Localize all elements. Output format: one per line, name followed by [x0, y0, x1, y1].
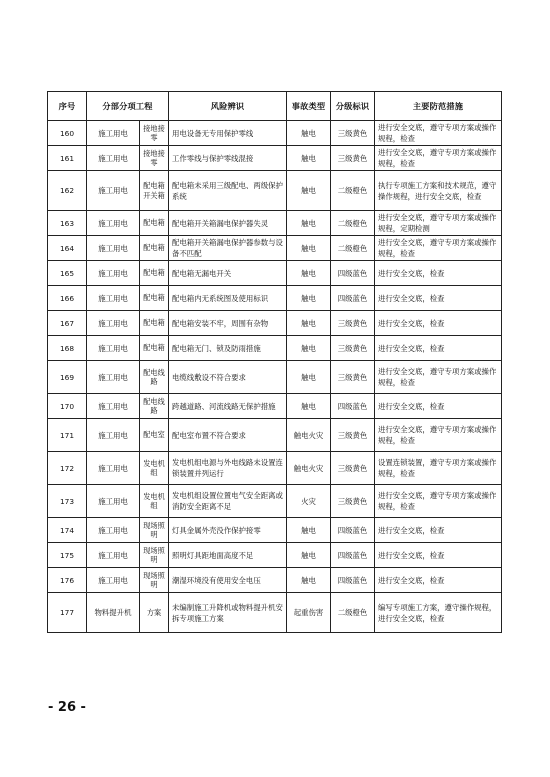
row-subpart: 配电线路: [140, 394, 169, 419]
row-number: 160: [48, 121, 87, 146]
row-accident-type: 触电火灾: [287, 452, 331, 485]
row-risk: 配电箱内无系统图及使用标识: [169, 286, 287, 311]
row-accident-type: 触电: [287, 211, 331, 236]
row-subpart: 现场照明: [140, 518, 169, 543]
header-no: 序号: [48, 92, 87, 121]
row-risk: 发电机组设置位置电气安全距离或消防安全距离不足: [169, 485, 287, 518]
row-risk: 配电箱无漏电开关: [169, 261, 287, 286]
row-accident-type: 触电火灾: [287, 419, 331, 452]
row-level: 四级蓝色: [331, 543, 375, 568]
row-measure: 进行安全交底，检查: [375, 311, 502, 336]
row-subpart: 方案: [140, 593, 169, 633]
row-subpart: 配电室: [140, 419, 169, 452]
row-part: 施工用电: [87, 361, 140, 394]
row-risk: 潮湿环境没有使用安全电压: [169, 568, 287, 593]
table-row: [48, 286, 502, 311]
row-measure: 进行安全交底，检查: [375, 336, 502, 361]
table-row: [48, 394, 502, 419]
row-part: 施工用电: [87, 236, 140, 261]
table-row: [48, 171, 502, 211]
row-accident-type: 触电: [287, 518, 331, 543]
row-measure: 进行安全交底，遵守专项方案或操作规程，定期检测: [375, 211, 502, 236]
row-subpart: 配电箱: [140, 286, 169, 311]
row-number: 167: [48, 311, 87, 336]
row-risk: 配电室布置不符合要求: [169, 419, 287, 452]
row-risk: 未编制施工升降机或物料提升机安拆专项施工方案: [169, 593, 287, 633]
row-subpart: 配电箱: [140, 261, 169, 286]
row-accident-type: 触电: [287, 261, 331, 286]
row-subpart: 接地接零: [140, 146, 169, 171]
row-accident-type: 触电: [287, 146, 331, 171]
row-subpart: 现场照明: [140, 568, 169, 593]
row-subpart: 发电机组: [140, 485, 169, 518]
row-measure: 进行安全交底，遵守专项方案或操作规程，检查: [375, 361, 502, 394]
table-row: [48, 311, 502, 336]
row-subpart: 配电箱开关箱: [140, 171, 169, 211]
row-part: 施工用电: [87, 286, 140, 311]
table-row: [48, 568, 502, 593]
row-measure: 编写专项施工方案，遵守操作规程，进行安全交底，检查: [375, 593, 502, 633]
row-accident-type: 触电: [287, 121, 331, 146]
row-accident-type: 触电: [287, 171, 331, 211]
table-row: [48, 485, 502, 518]
row-part: 施工用电: [87, 485, 140, 518]
row-accident-type: 触电: [287, 543, 331, 568]
row-level: 四级蓝色: [331, 568, 375, 593]
row-accident-type: 触电: [287, 311, 331, 336]
row-part: 施工用电: [87, 336, 140, 361]
row-number: 175: [48, 543, 87, 568]
row-subpart: 配电箱: [140, 236, 169, 261]
row-level: 四级蓝色: [331, 286, 375, 311]
row-subpart: 配电箱: [140, 336, 169, 361]
row-risk: 用电设备无专用保护零线: [169, 121, 287, 146]
row-accident-type: 起重伤害: [287, 593, 331, 633]
header-level: 分级标识: [331, 92, 375, 121]
row-measure: 进行安全交底，遵守专项方案或操作规程，检查: [375, 121, 502, 146]
row-subpart: 配电箱: [140, 311, 169, 336]
row-part: 施工用电: [87, 419, 140, 452]
row-level: 四级蓝色: [331, 261, 375, 286]
row-number: 166: [48, 286, 87, 311]
row-level: 四级蓝色: [331, 394, 375, 419]
row-measure: 进行安全交底，遵守专项方案或操作规程，检查: [375, 419, 502, 452]
row-accident-type: 火灾: [287, 485, 331, 518]
row-subpart: 配电箱: [140, 211, 169, 236]
table-row: [48, 121, 502, 146]
table-row: [48, 146, 502, 171]
row-risk: 配电箱无门、锁及防雨措施: [169, 336, 287, 361]
row-number: 169: [48, 361, 87, 394]
row-measure: 进行安全交底，检查: [375, 394, 502, 419]
row-number: 161: [48, 146, 87, 171]
row-risk: 跨越道路、河流线路无保护措施: [169, 394, 287, 419]
row-accident-type: 触电: [287, 361, 331, 394]
row-accident-type: 触电: [287, 286, 331, 311]
row-risk: 灯具金属外壳没作保护接零: [169, 518, 287, 543]
table-header-row: [48, 92, 502, 121]
row-level: 二级橙色: [331, 593, 375, 633]
row-number: 177: [48, 593, 87, 633]
row-level: 三级黄色: [331, 146, 375, 171]
table-row: [48, 543, 502, 568]
row-part: 施工用电: [87, 394, 140, 419]
row-measure: 执行专项施工方案和技术规范，遵守操作规程，进行安全交底，检查: [375, 171, 502, 211]
row-accident-type: 触电: [287, 336, 331, 361]
row-risk: 发电机组电源与外电线路未设置连锁装置并列运行: [169, 452, 287, 485]
row-risk: 照明灯具距地面高度不足: [169, 543, 287, 568]
table-row: [48, 593, 502, 633]
row-risk: 配电箱开关箱漏电保护器失灵: [169, 211, 287, 236]
row-measure: 进行安全交底，检查: [375, 543, 502, 568]
row-measure: 进行安全交底，遵守专项方案或操作规程，检查: [375, 485, 502, 518]
row-subpart: 现场照明: [140, 543, 169, 568]
row-measure: 进行安全交底，检查: [375, 568, 502, 593]
row-level: 三级黄色: [331, 361, 375, 394]
row-risk: 工作零线与保护零线混接: [169, 146, 287, 171]
row-level: 二级橙色: [331, 211, 375, 236]
row-risk: 配电箱安装不牢，周围有杂物: [169, 311, 287, 336]
row-accident-type: 触电: [287, 236, 331, 261]
row-part: 施工用电: [87, 146, 140, 171]
row-part: 物料提升机: [87, 593, 140, 633]
row-level: 三级黄色: [331, 121, 375, 146]
row-subpart: 接地接零: [140, 121, 169, 146]
row-subpart: 发电机组: [140, 452, 169, 485]
row-part: 施工用电: [87, 261, 140, 286]
table-row: [48, 261, 502, 286]
table-row: [48, 518, 502, 543]
row-part: 施工用电: [87, 452, 140, 485]
row-level: 三级黄色: [331, 419, 375, 452]
header-part: 分部分项工程: [87, 92, 169, 121]
table-row: [48, 211, 502, 236]
row-number: 164: [48, 236, 87, 261]
row-number: 172: [48, 452, 87, 485]
row-number: 163: [48, 211, 87, 236]
header-measure: 主要防范措施: [375, 92, 502, 121]
row-measure: 进行安全交底，遵守专项方案或操作规程，检查: [375, 146, 502, 171]
risk-table: [47, 91, 502, 633]
row-part: 施工用电: [87, 568, 140, 593]
row-number: 162: [48, 171, 87, 211]
row-measure: 进行安全交底，检查: [375, 518, 502, 543]
row-level: 三级黄色: [331, 485, 375, 518]
row-accident-type: 触电: [287, 394, 331, 419]
row-measure: 进行安全交底，检查: [375, 286, 502, 311]
table-row: [48, 419, 502, 452]
row-number: 171: [48, 419, 87, 452]
row-risk: 配电箱未采用三级配电、两级保护系统: [169, 171, 287, 211]
row-measure: 设置连锁装置，遵守专项方案或操作规程，检查: [375, 452, 502, 485]
row-number: 165: [48, 261, 87, 286]
row-part: 施工用电: [87, 171, 140, 211]
header-type: 事故类型: [287, 92, 331, 121]
row-accident-type: 触电: [287, 568, 331, 593]
row-level: 二级橙色: [331, 171, 375, 211]
row-number: 173: [48, 485, 87, 518]
row-part: 施工用电: [87, 518, 140, 543]
row-level: 三级黄色: [331, 311, 375, 336]
row-number: 174: [48, 518, 87, 543]
row-level: 三级黄色: [331, 336, 375, 361]
row-part: 施工用电: [87, 543, 140, 568]
row-measure: 进行安全交底，检查: [375, 261, 502, 286]
row-level: 四级蓝色: [331, 518, 375, 543]
table-row: [48, 452, 502, 485]
row-number: 168: [48, 336, 87, 361]
header-risk: 风险辨识: [169, 92, 287, 121]
row-number: 170: [48, 394, 87, 419]
row-part: 施工用电: [87, 121, 140, 146]
table-row: [48, 236, 502, 261]
page-number: - 26 -: [48, 700, 86, 715]
row-subpart: 配电线路: [140, 361, 169, 394]
row-risk: 电缆线敷设不符合要求: [169, 361, 287, 394]
row-part: 施工用电: [87, 311, 140, 336]
row-level: 三级黄色: [331, 452, 375, 485]
table-row: [48, 361, 502, 394]
row-number: 176: [48, 568, 87, 593]
row-level: 二级橙色: [331, 236, 375, 261]
table-row: [48, 336, 502, 361]
row-part: 施工用电: [87, 211, 140, 236]
row-measure: 进行安全交底，遵守专项方案或操作规程，检查: [375, 236, 502, 261]
row-risk: 配电箱开关箱漏电保护器参数与设备不匹配: [169, 236, 287, 261]
